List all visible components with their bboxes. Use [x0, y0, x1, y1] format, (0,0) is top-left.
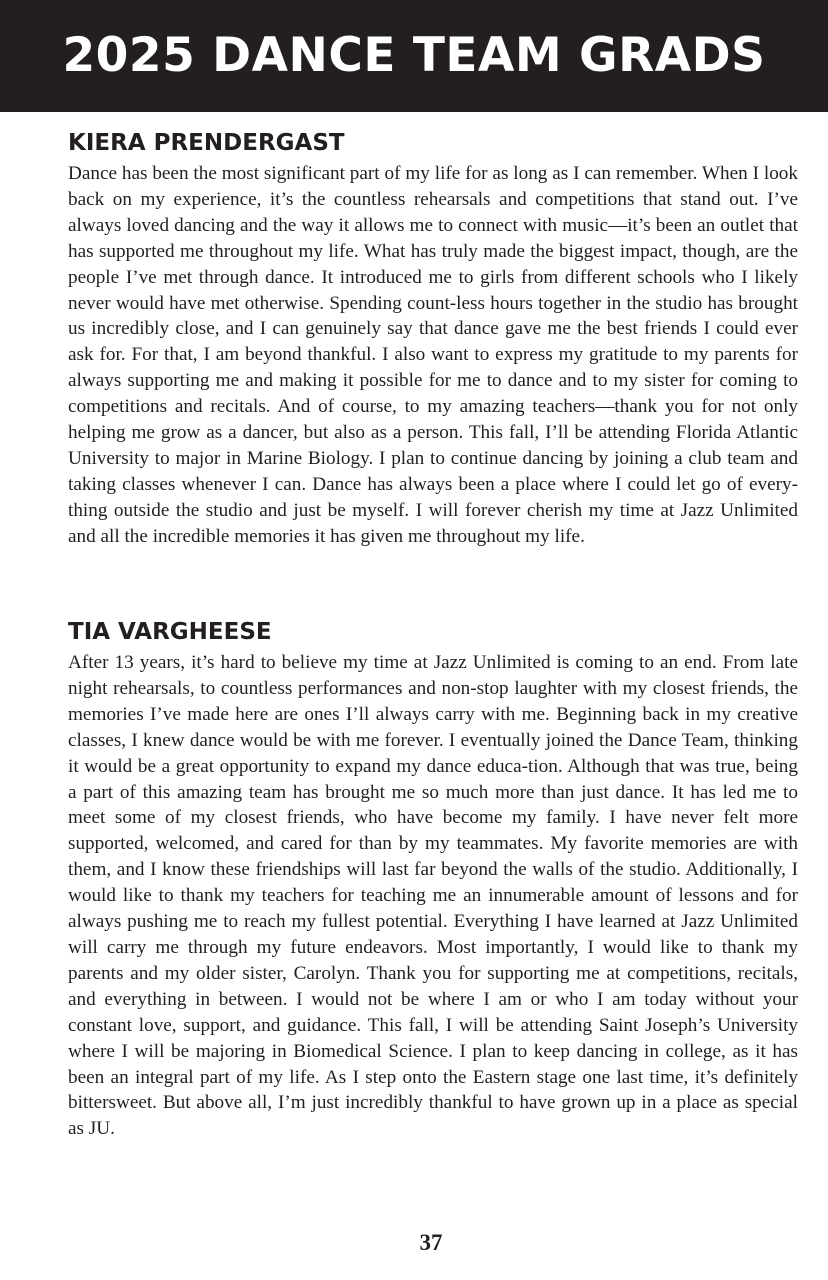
graduate-statement: After 13 years, it’s hard to believe my time at Jazz Unlimited is coming to an end. From late night rehearsals, to countless performances and non-stop laughter with my closest friends, the memories I’ve made here are ones I’ll always carry with me. Beginning back in my creative classes, I knew dance would be with me forever. I eventually joined the Dance Team, thinking it would be a great opportunity to expand my dance educa-tion. Although that was true, being a part of this amazing team has brought me so much more than just dance. It has led me to meet some of my closest friends, who have become my family. I have never felt more supported, welcomed, and cared for than by my teammates. My favorite memories are with them, and I know these friendships will last far beyond the walls of the studio. Additionally, I would like to thank my teachers for teaching me an innumerable amount of lessons and for always pushing me to reach my fullest potential. Everything I have learned at Jazz Unlimited will carry me through my future endeavors. Most importantly, I would like to thank my parents and my older sister, Carolyn. Thank you for supporting me at competitions, recitals, and everything in between. I would not be where I am or who I am today without your constant love, support, and guidance. This fall, I will be attending Saint Joseph’s University where I will be majoring in Biomedical Science. I plan to keep dancing in college, as it has been an integral part of my life. As I step onto the Eastern stage one last time, it’s definitely bittersweet. But above all, I’m just incredibly thankful to have grown up in a place as special as JU.: [68, 652, 798, 1140]
graduate-section-tia: [68, 617, 798, 1142]
graduate-name: KIERA PRENDERGAST: [68, 130, 345, 156]
graduate-section-kiera: [68, 128, 798, 550]
graduate-name: TIA VARGHEESE: [68, 619, 272, 645]
page-title: 2025 DANCE TEAM GRADS: [62, 28, 766, 83]
page-number: 37: [419, 1230, 443, 1255]
graduate-statement: Dance has been the most significant part of my life for as long as I can remember. When I look back on my experience, it’s the countless rehearsals and competitions that stand out. I’ve always loved dancing and the way it allows me to connect with music—it’s been an outlet that has supported me throughout my life. What has truly made the biggest impact, though, are the people I’ve met through dance. It introduced me to girls from different schools who I likely never would have met otherwise. Spending count-less hours together in the studio has brought us incredibly close, and I can genuinely say that dance gave me the best friends I could ever ask for. For that, I am beyond thankful. I also want to express my gratitude to my parents for always supporting me and making it possible for me to dance and to my sister for coming to competitions and recitals. And of course, to my amazing teachers—thank you for not only helping me grow as a dancer, but also as a person. This fall, I’ll be attending Florida Atlantic University to major in Marine Biology. I plan to continue dancing by joining a club team and taking classes whenever I can. Dance has always been a place where I could let go of every-thing outside the studio and just be myself. I will forever cherish my time at Jazz Unlimited and all the incredible memories it has given me throughout my life.: [68, 163, 798, 547]
header-banner: [0, 0, 828, 112]
